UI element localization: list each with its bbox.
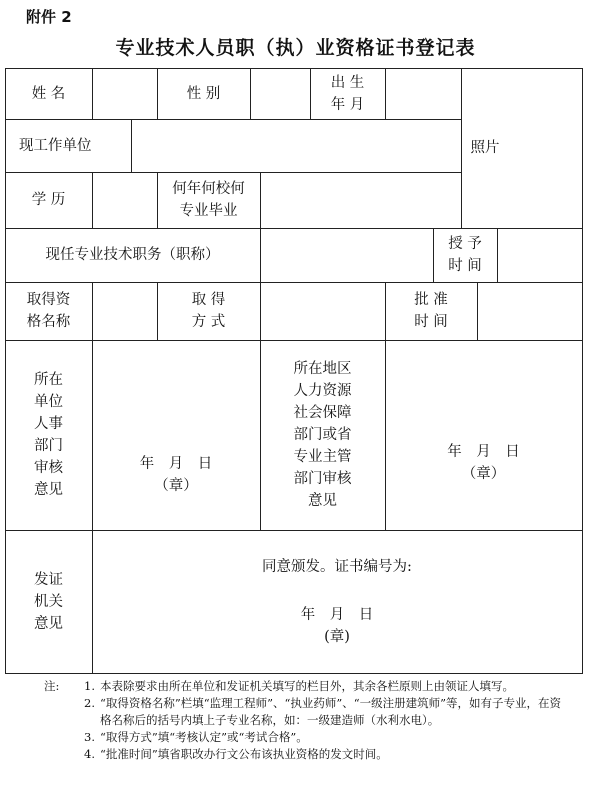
grant-time-field[interactable] <box>497 228 582 282</box>
gender-label: 性 别 <box>186 85 221 102</box>
note-text: “取得方式”填“考核认定”或“考试合格”。 <box>100 730 308 744</box>
work-unit-field[interactable] <box>131 119 461 172</box>
acquire-method-field[interactable] <box>260 282 385 340</box>
current-title-field[interactable] <box>260 228 433 282</box>
note-item <box>84 729 564 746</box>
name-field[interactable] <box>92 68 157 119</box>
qualification-name-field[interactable] <box>92 282 157 340</box>
gender-field[interactable] <box>250 68 310 119</box>
acquire-method-label: 取 得 方 式 <box>191 292 226 330</box>
border-right <box>582 68 583 674</box>
note-text: 本表除要求由所在单位和发证机关填写的栏目外，其余各栏原则上由领证人填写。 <box>100 679 514 693</box>
note-text: “取得资格名称”栏填“监理工程师”、“执业药师”、“一级注册建筑师”等，如有子专业，在资格名称后的括号内填上子专业名称，如：一级建造师（水利水电）。 <box>100 696 562 727</box>
current-title-label: 现任专业技术职务（职称） <box>45 247 220 263</box>
note-text: “批准时间”填省职改办行文公布该执业资格的发文时间。 <box>100 747 388 761</box>
form-title: 专业技术人员职（执）业资格证书登记表 <box>115 37 476 59</box>
education-field[interactable] <box>92 172 157 228</box>
note-number: 1. <box>84 679 95 693</box>
region-date-seal: 年 月 日 （章） <box>447 444 520 482</box>
birth-label: 出 生 年 月 <box>330 74 365 113</box>
note-number: 2. <box>84 696 95 710</box>
birth-field[interactable] <box>385 68 461 119</box>
notes-label: 注: <box>44 679 60 693</box>
notes-section <box>44 678 564 763</box>
approval-time-label: 批 准 时 间 <box>414 292 448 330</box>
note-item <box>84 746 564 763</box>
graduation-label: 何年何校何 专业毕业 <box>172 181 245 219</box>
note-number: 3. <box>84 730 95 744</box>
graduation-field[interactable] <box>260 172 461 228</box>
issuer-opinion-label: 发证 机关 意见 <box>34 571 63 632</box>
note-number: 4. <box>84 747 95 761</box>
issuer-approval-text: 同意颁发。证书编号为: <box>262 559 412 575</box>
grant-time-label: 授 予 时 间 <box>448 236 482 274</box>
issuer-date-seal: 年 月 日 (章) <box>300 607 374 645</box>
note-item <box>84 678 564 695</box>
region-hr-opinion-label: 所在地区 人力资源 社会保障 部门或省 专业主管 部门审核 意见 <box>293 361 352 509</box>
work-unit-label: 现工作单位 <box>19 137 92 154</box>
annex-label: 附件 2 <box>26 8 72 26</box>
qualification-name-label: 取得资 格名称 <box>26 292 71 330</box>
registration-form-table <box>5 68 583 674</box>
note-item <box>84 695 564 729</box>
education-label: 学 历 <box>31 192 66 208</box>
name-label: 姓 名 <box>31 85 66 102</box>
unit-hr-opinion-label: 所在 单位 人事 部门 审核 意见 <box>34 372 63 498</box>
approval-time-field[interactable] <box>477 282 582 340</box>
unit-date-seal: 年 月 日 （章） <box>139 456 213 494</box>
photo-label: 照片 <box>470 140 500 156</box>
